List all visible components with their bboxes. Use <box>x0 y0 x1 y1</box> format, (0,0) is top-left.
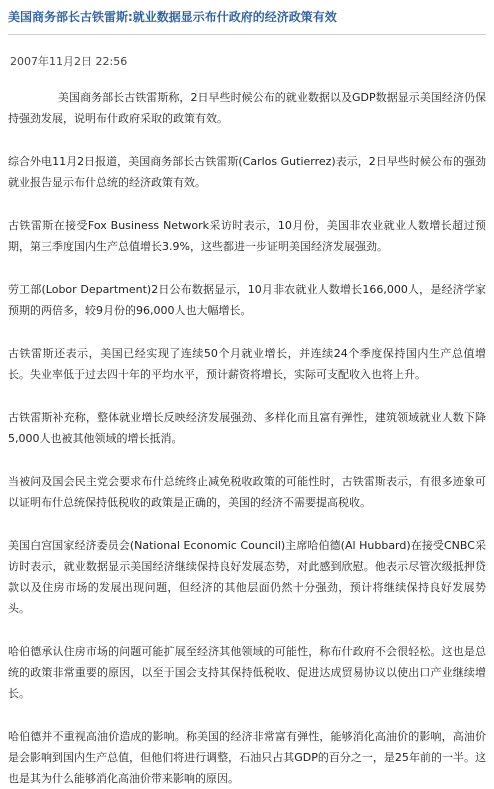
article-paragraph: 美国白宫国家经济委员会(National Economic Council)主席哈伯德(Al Hubbard)在接受CNBC采访时表示，就业数据显示美国经济继续保持良好发展态势，对此感到欣慰。他表示尽管次级抵押贷款以及住房市场的发展出现问题，但经济的其他层面仍然十分强劲，预计将继续保持良好发展势头。 <box>8 539 486 615</box>
article-paragraph: 哈伯德承认住房市场的问题可能扩展至经济其他领域的可能性，称布什政府不会很轻松。这也是总统的政策非常重要的原因，以至于国会支持其保持低税收、促进达成贸易协议以使出口产业继续增长。 <box>8 645 486 700</box>
publish-date: 2007年11月2日 22:56 <box>10 55 128 68</box>
article-paragraph: 综合外电11月2日报道，美国商务部长古铁雷斯(Carlos Gutierrez)表示，2日早些时候公布的强劲就业报告显示布什总统的经济政策有效。 <box>8 155 486 189</box>
article-paragraph: 古铁雷斯还表示，美国已经实现了连续50个月就业增长，并连续24个季度保持国内生产总值增长。失业率低于过去四十年的平均水平，预计薪资将增长，实际可支配收入也将上升。 <box>8 347 486 381</box>
article-body <box>8 87 486 789</box>
article-paragraph: 古铁雷斯补充称，整体就业增长反映经济发展强劲、多样化而且富有弹性，建筑领域就业人数下降5,000人也被其他领域的增长抵消。 <box>8 411 486 445</box>
article-paragraph: 劳工部(Lobor Department)2日公布数据显示，10月非农就业人数增长166,000人，是经济学家预期的两倍多，较9月份的96,000人也大幅增长。 <box>8 283 486 317</box>
article-paragraph: 古铁雷斯在接受Fox Business Network采访时表示，10月份，美国非农业就业人数增长超过预期，第三季度国内生产总值增长3.9%，这些都进一步证明美国经济发展强劲。 <box>8 219 486 253</box>
article-title: 美国商务部长古铁雷斯:就业数据显示布什政府的经济政策有效 <box>8 10 337 24</box>
article-paragraph: 哈伯德并不重视高油价造成的影响。称美国的经济非常富有弹性，能够消化高油价的影响，高油价是会影响到国内生产总值，但他们将进行调整，石油只占其GDP的百分之一，是25年前的一半。这也是其为什么能够消化高油价带来影响的原因。 <box>8 730 486 785</box>
title-divider <box>8 34 486 35</box>
article-paragraph: 当被问及国会民主党会要求布什总统终止减免税收政策的可能性时，古铁雷斯表示，有很多迹象可以证明布什总统保持低税收的政策是正确的，美国的经济不需要提高税收。 <box>8 475 486 509</box>
article-paragraph: 美国商务部长古铁雷斯称，2日早些时候公布的就业数据以及GDP数据显示美国经济仍保持强劲发展，说明布什政府采取的政策有效。 <box>8 91 486 125</box>
